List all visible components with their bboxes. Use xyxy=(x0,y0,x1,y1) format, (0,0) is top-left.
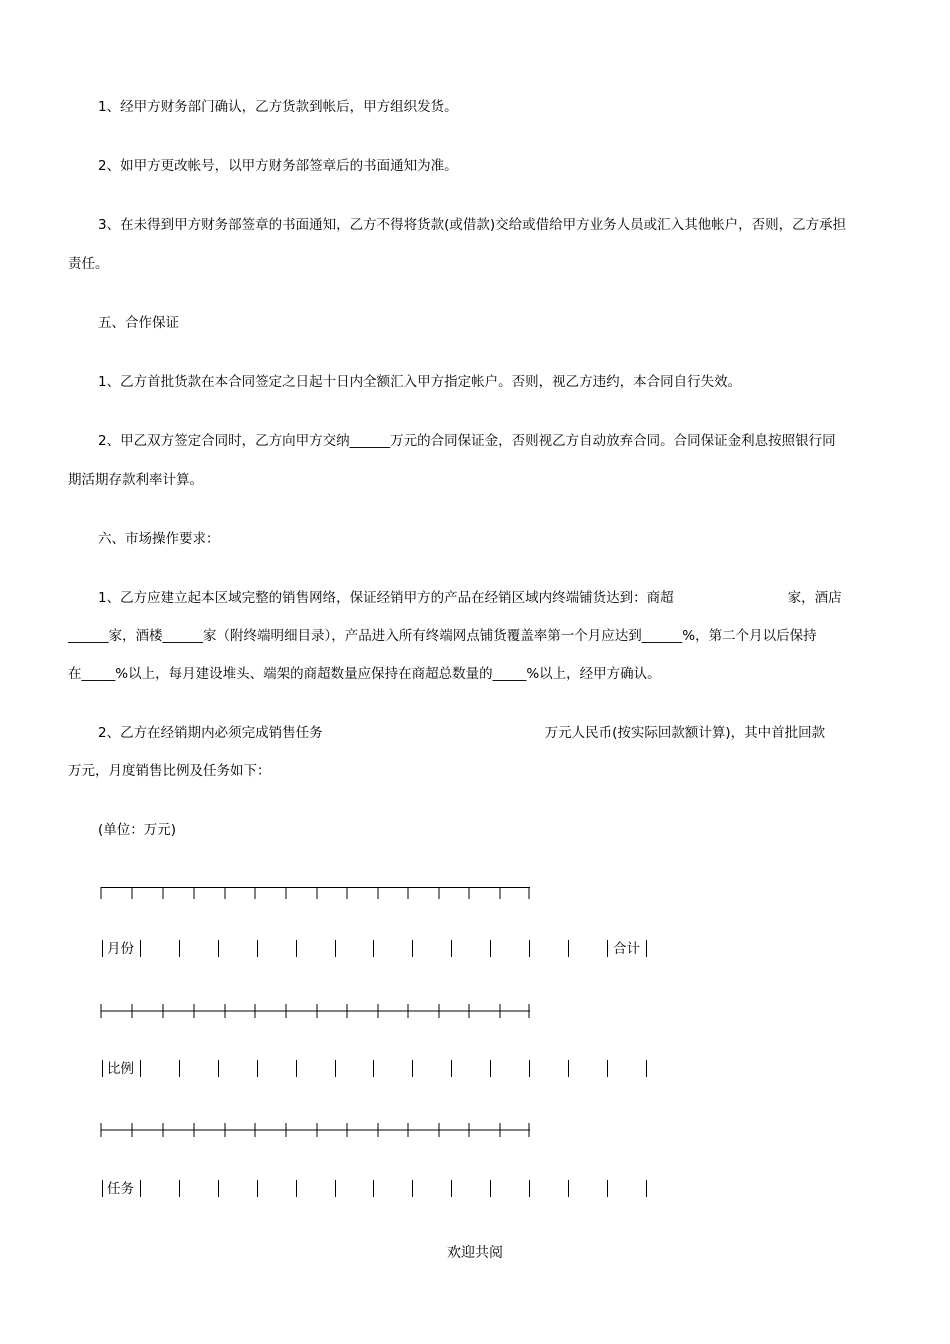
market-clause-1-line-3: 在_____%以上，每月建设堆头、端架的商超数量应保持在商超总数量的_____%以上，经甲方确认。 xyxy=(68,666,661,682)
row-total: 合计 xyxy=(613,941,640,957)
payment-clause-2: 2、如甲方更改帐号，以甲方财务部签章后的书面通知为准。 xyxy=(98,158,458,174)
market-clause-1-text-b: 家，酒店 xyxy=(787,590,842,606)
payment-clause-3: 3、在未得到甲方财务部签章的书面通知，乙方不得将货款(或借款)交给或借给甲方业务人员或汇入其他帐户，否则，乙方承担 xyxy=(98,217,847,233)
guarantee-clause-1: 1、乙方首批货款在本合同签定之日起十日内全额汇入甲方指定帐户。否则，视乙方违约，本合同自行失效。 xyxy=(98,374,742,390)
guarantee-clause-2: 2、甲乙双方签定合同时，乙方向甲方交纳______万元的合同保证金，否则视乙方自动放弃合同。合同保证金利息按照银行同 xyxy=(98,433,836,449)
section-5-heading: 五、合作保证 xyxy=(98,315,179,331)
market-clause-2-line-1 xyxy=(98,723,825,743)
market-clause-1-line-2: ______家，酒楼______家（附终端明细目录），产品进入所有终端网点铺货覆盖率第一个月应达到______%，第二个月以后保持 xyxy=(68,628,817,644)
table-row xyxy=(0,1179,950,1199)
table-separator xyxy=(100,1122,530,1136)
payment-clause-3-continued: 责任。 xyxy=(68,256,109,272)
payment-clause-1: 1、经甲方财务部门确认，乙方货款到帐后，甲方组织发货。 xyxy=(98,99,458,115)
market-clause-1-line-1 xyxy=(98,588,842,608)
table-top-border xyxy=(100,886,530,900)
table-row xyxy=(0,939,950,959)
unit-note: (单位：万元) xyxy=(98,822,177,838)
guarantee-clause-2-continued: 期活期存款利率计算。 xyxy=(68,472,203,488)
table-separator xyxy=(100,1003,530,1017)
section-6-heading: 六、市场操作要求： xyxy=(98,531,220,547)
row-label: 比例 xyxy=(107,1061,134,1077)
row-label: 月份 xyxy=(107,941,134,957)
market-clause-2-text-b: 万元人民币(按实际回款额计算)，其中首批回款 xyxy=(544,725,826,741)
market-clause-2-text-a: 2、乙方在经销期内必须完成销售任务 xyxy=(98,725,323,741)
market-clause-2-line-2: 万元，月度销售比例及任务如下： xyxy=(68,763,271,779)
page-footer: 欢迎共阅 xyxy=(447,1245,503,1261)
table-row xyxy=(0,1059,950,1079)
market-clause-1-text-a: 1、乙方应建立起本区域完整的销售网络，保证经销甲方的产品在经销区域内终端铺货达到：商超 xyxy=(98,590,674,606)
row-label: 任务 xyxy=(107,1181,134,1197)
